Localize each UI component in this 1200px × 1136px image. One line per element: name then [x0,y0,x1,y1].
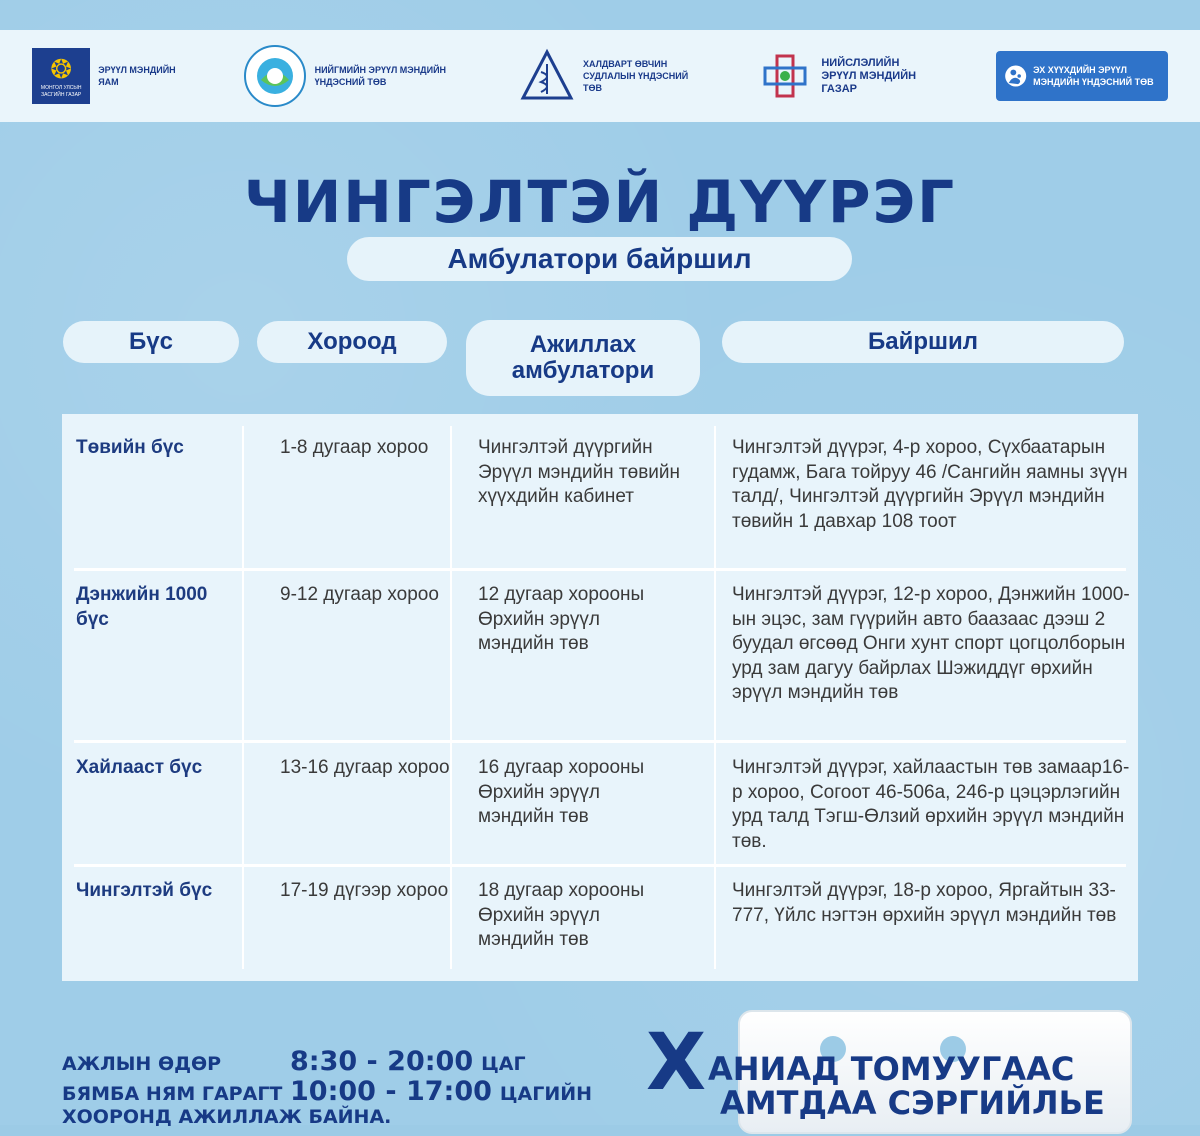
table-row [62,436,1138,534]
logo-text: ХАЛДВАРТ ӨВЧИН СУДЛАЛЫН ҮНДЭСНИЙ ТӨВ [582,59,689,93]
weekend-time: 10:00 - 17:00 [290,1076,492,1107]
communicable-diseases-center-logo [519,48,693,104]
logo-text: ЭРҮҮЛ МЭНДИЙН ЯАМ [98,65,176,87]
weekday-time: 8:30 - 20:00 [290,1046,474,1077]
table-row [62,583,1138,706]
row-divider [74,740,1126,743]
working-hours [62,1046,592,1136]
khoroo-cell: 1-8 дугаар хороо [280,437,429,458]
weekend-hours-line [62,1076,592,1106]
khoroo-cell: 13-16 дугаар хороо [280,757,450,778]
closing-text: ХООРОНД АЖИЛЛАЖ БАЙНА. [62,1106,392,1128]
header-zone: Бүс [63,321,239,363]
page-subtitle: Амбулатори байршил [347,237,852,281]
zone-cell: Төвийн бүс [76,437,184,458]
khoroo-cell: 9-12 дугаар хороо [280,584,439,605]
zone-cell: Дэнжийн 1000 бүс [76,584,208,630]
ambulatory-table [62,414,1138,981]
location-cell: Чингэлтэй дүүрэг, 4-р хороо, Сүхбаатарын гудамж, Бага тойруу 46 /Сангийн яамны зүүн талд/, Чингэлтэй дүүргийн Эрүүл мэндийн төвийн 1 давхар 108 тоот [732,437,1128,532]
maternal-child-health-logo [996,51,1168,101]
page-title: ЧИНГЭЛТЭЙ ДҮҮРЭГ [243,168,957,236]
partner-logos-band [0,30,1200,122]
city-health-department-logo [757,48,931,104]
header-location: Байршил [722,321,1124,363]
row-divider [74,864,1126,867]
weekday-hours-line [62,1046,592,1076]
ambulatory-cell: 12 дугаар хорооны Өрхийн эрүүл мэндийн төв [478,584,645,654]
logo-text: ЭХ ХҮҮХДИЙН ЭРҮҮЛ МЭНДИЙН ҮНДЭСНИЙ ТӨВ [1033,65,1154,87]
ambulatory-cell: 18 дугаар хорооны Өрхийн эрүүл мэндийн төв [478,880,645,950]
national-public-health-center-logo [243,44,455,108]
logo-text: НИЙГМИЙН ЭРҮҮЛ МЭНДИЙН ҮНДЭСНИЙ ТӨВ [314,65,447,87]
mother-child-icon [1004,56,1027,96]
public-health-circle-icon [243,44,307,108]
weekend-unit: ЦАГИЙН [499,1083,593,1105]
location-cell: Чингэлтэй дүүрэг, 12-р хороо, Дэнжийн 1000-ын эцэс, зам гүүрийн авто баазаас дээш 2 буудал өгсөөд Онги хунт спорт цогцолборын урд зам дагуу байрлах Шэжиддүг өрхийн эрүүл мэндийн төв [732,584,1130,703]
location-cell: Чингэлтэй дүүрэг, хайлаастын төв замаар16-р хороо, Согоот 46-506а, 246-р цэцэрлэгийн урд талд Тэгш-Өлзий өрхийн эрүүл мэндийн төв. [732,757,1130,852]
slogan-line-1: АНИАД ТОМУУГААС [708,1050,1075,1088]
location-cell: Чингэлтэй дүүрэг, 18-р хороо, Яргайтын 33-777, Үйлс нэгтэн өрхийн эрүүл мэндийн төв [732,880,1117,926]
emblem-caption: МОНГОЛ УЛСЫН ЗАСГИЙН ГАЗАР [40,84,82,98]
caduceus-triangle-icon [519,48,575,104]
slogan-initial: Х [646,1018,707,1108]
logo-text: НИЙСЛЭЛИЙН ЭРҮҮЛ МЭНДИЙН ГАЗАР [821,56,917,95]
ambulatory-cell: 16 дугаар хорооны Өрхийн эрүүл мэндийн төв [478,757,645,827]
header-ambulatory: Ажиллах амбулатори [466,320,700,396]
ambulatory-cell: Чингэлтэй дүүргийн Эрүүл мэндийн төвийн хүүхдийн кабинет [478,437,681,507]
soyombo-emblem-icon: ❂ МОНГОЛ УЛСЫН ЗАСГИЙН ГАЗАР [32,48,90,104]
table-row [62,756,1138,854]
row-divider [74,568,1126,571]
weekday-label: АЖЛЫН ӨДӨР [62,1053,222,1075]
table-row [62,879,1138,953]
slogan-line-2: АМТДАА СЭРГИЙЛЬЕ [720,1084,1105,1122]
closing-line [62,1106,592,1136]
zone-cell: Хайлааст бүс [76,757,203,778]
slogan [646,1018,1105,1122]
medical-cross-icon [757,48,813,104]
zone-cell: Чингэлтэй бүс [76,880,213,901]
ministry-of-health-logo [32,48,178,104]
khoroo-cell: 17-19 дүгээр хороо [280,880,449,901]
weekend-label: БЯМБА НЯМ ГАРАГТ [62,1083,283,1105]
header-khoroo: Хороод [257,321,447,363]
weekday-unit: ЦАГ [481,1053,526,1075]
